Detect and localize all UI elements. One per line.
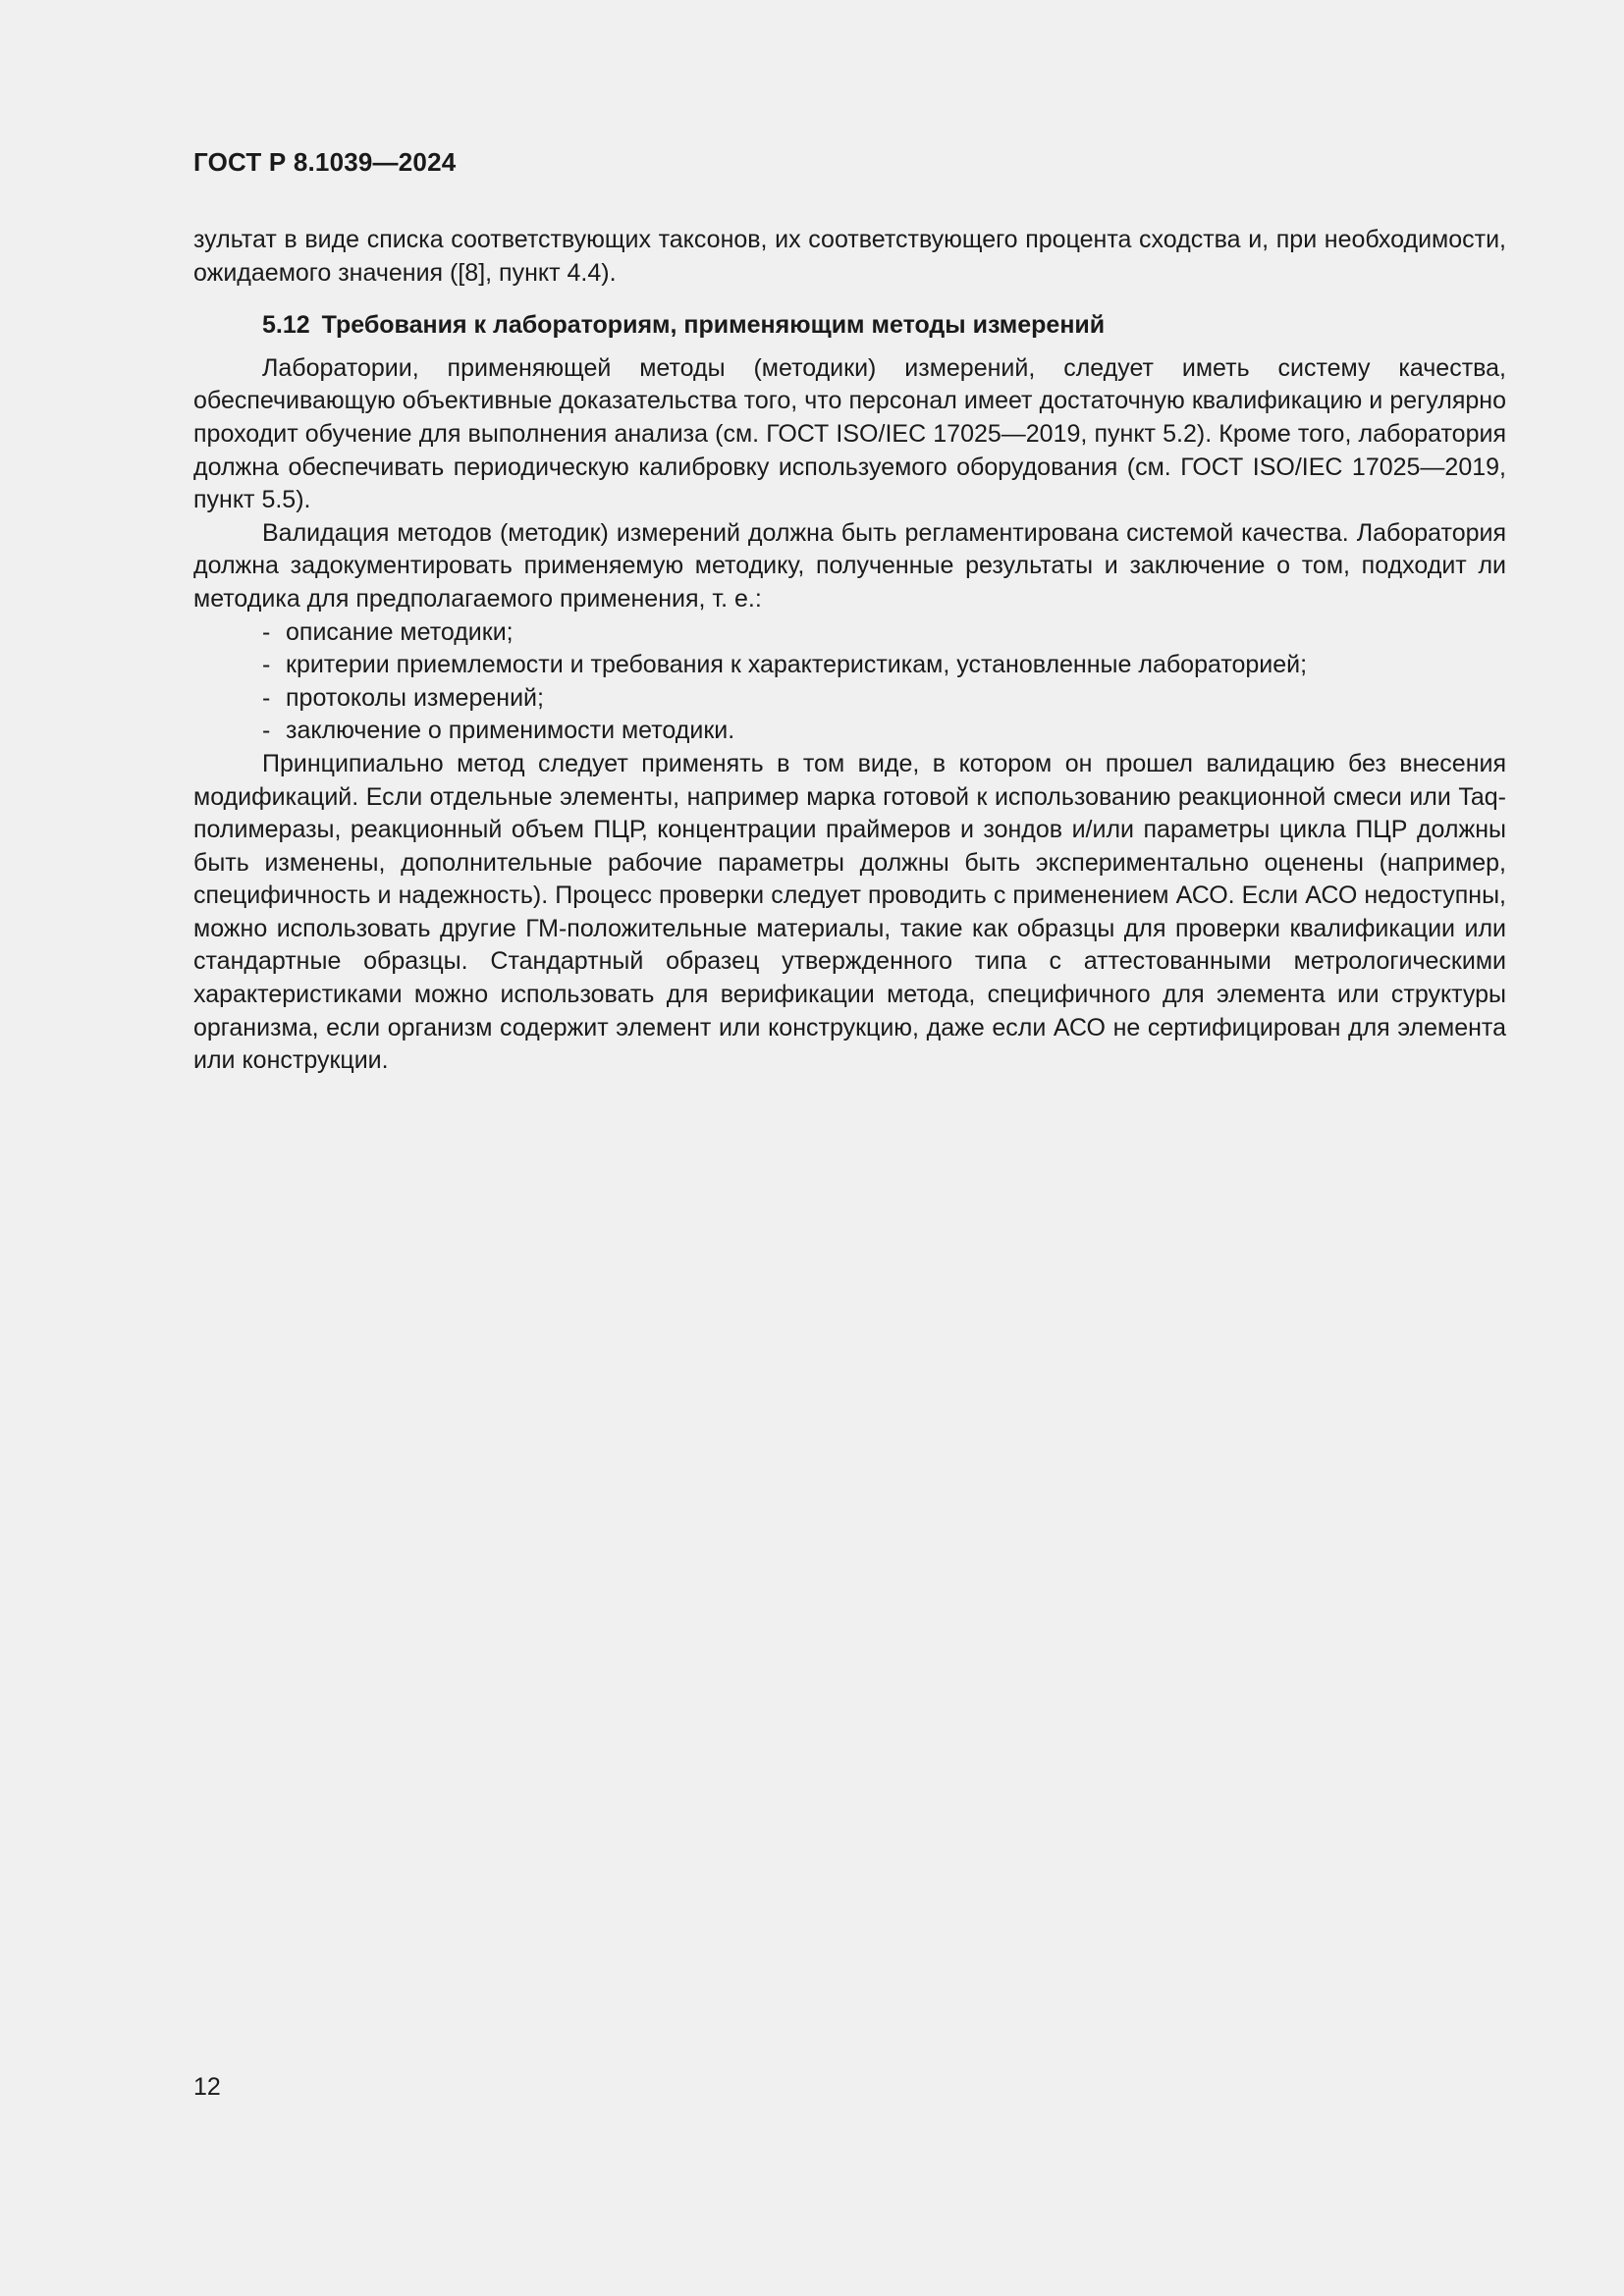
- list-item: - протоколы измерений;: [193, 682, 1506, 716]
- list-bullet: -: [262, 717, 271, 745]
- list-item: - описание методики;: [193, 616, 1506, 650]
- page-number: 12: [193, 2073, 221, 2101]
- list-bullet: -: [262, 651, 271, 679]
- section-number: 5.12: [262, 311, 310, 340]
- list-bullet: -: [262, 683, 271, 712]
- document-body: [193, 224, 1506, 1078]
- document-header-id: ГОСТ Р 8.1039—2024: [193, 147, 457, 177]
- section-title: Требования к лабораториям, применяющим методы измерений: [321, 311, 1106, 340]
- requirements-list: [193, 616, 1506, 748]
- paragraph-quality-system: Лаборатории, применяющей методы (методики) измерений, следует иметь систему качества, обеспечивающую объективные доказательства того, что персонал имеет достаточную квалификацию и регулярно проходит обучение для выполнения анализа (см. ГОСТ ISO/IEC 17025—2019, пункт 5.2). Кроме того, лаборатория должна обеспечивать периодическую калибровку используемого оборудования (см. ГОСТ ISO/IEC 17025—2019, пункт 5.5).: [193, 353, 1506, 514]
- section-heading: [193, 309, 1506, 343]
- list-item: - заключение о применимости методики.: [193, 715, 1506, 748]
- paragraph-validation: Валидация методов (методик) измерений должна быть регламентирована системой качества. Лаборатория должна задокументировать применяемую методику, полученные результаты и заключение о том, подходит ли методика для предполагаемого применения, т. е.:: [193, 518, 1506, 613]
- paragraph-method-application: Принципиально метод следует применять в том виде, в котором он прошел валидацию без внесения модификаций. Если отдельные элементы, например марка готовой к использованию реакционной смеси или Taq-полимеразы, реакционный объем ПЦР, концентрации праймеров и зондов и/или параметры цикла ПЦР должны быть изменены, дополнительные рабочие параметры должны быть экспериментально оценены (например, специфичность и надежность). Процесс проверки следует проводить с применением АСО. Если АСО недоступны, можно использовать другие ГМ-положительные материалы, такие как образцы для проверки квалификации или стандартные образцы. Стандартный образец утвержденного типа с аттестованными метрологическими характеристиками можно использовать для верификации метода, специфичного для элемента или структуры организма, если организм содержит элемент или конструкцию, даже если АСО не сертифицирован для элемента или конструкции.: [193, 749, 1506, 1075]
- list-item: - критерии приемлемости и требования к характеристикам, установленные лабораторией;: [193, 649, 1506, 682]
- list-bullet: -: [262, 617, 271, 646]
- continuation-paragraph: зультат в виде списка соответствующих таксонов, их соответствующего процента сходства и, при необходимости, ожидаемого значения ([8], пункт 4.4).: [193, 226, 1506, 287]
